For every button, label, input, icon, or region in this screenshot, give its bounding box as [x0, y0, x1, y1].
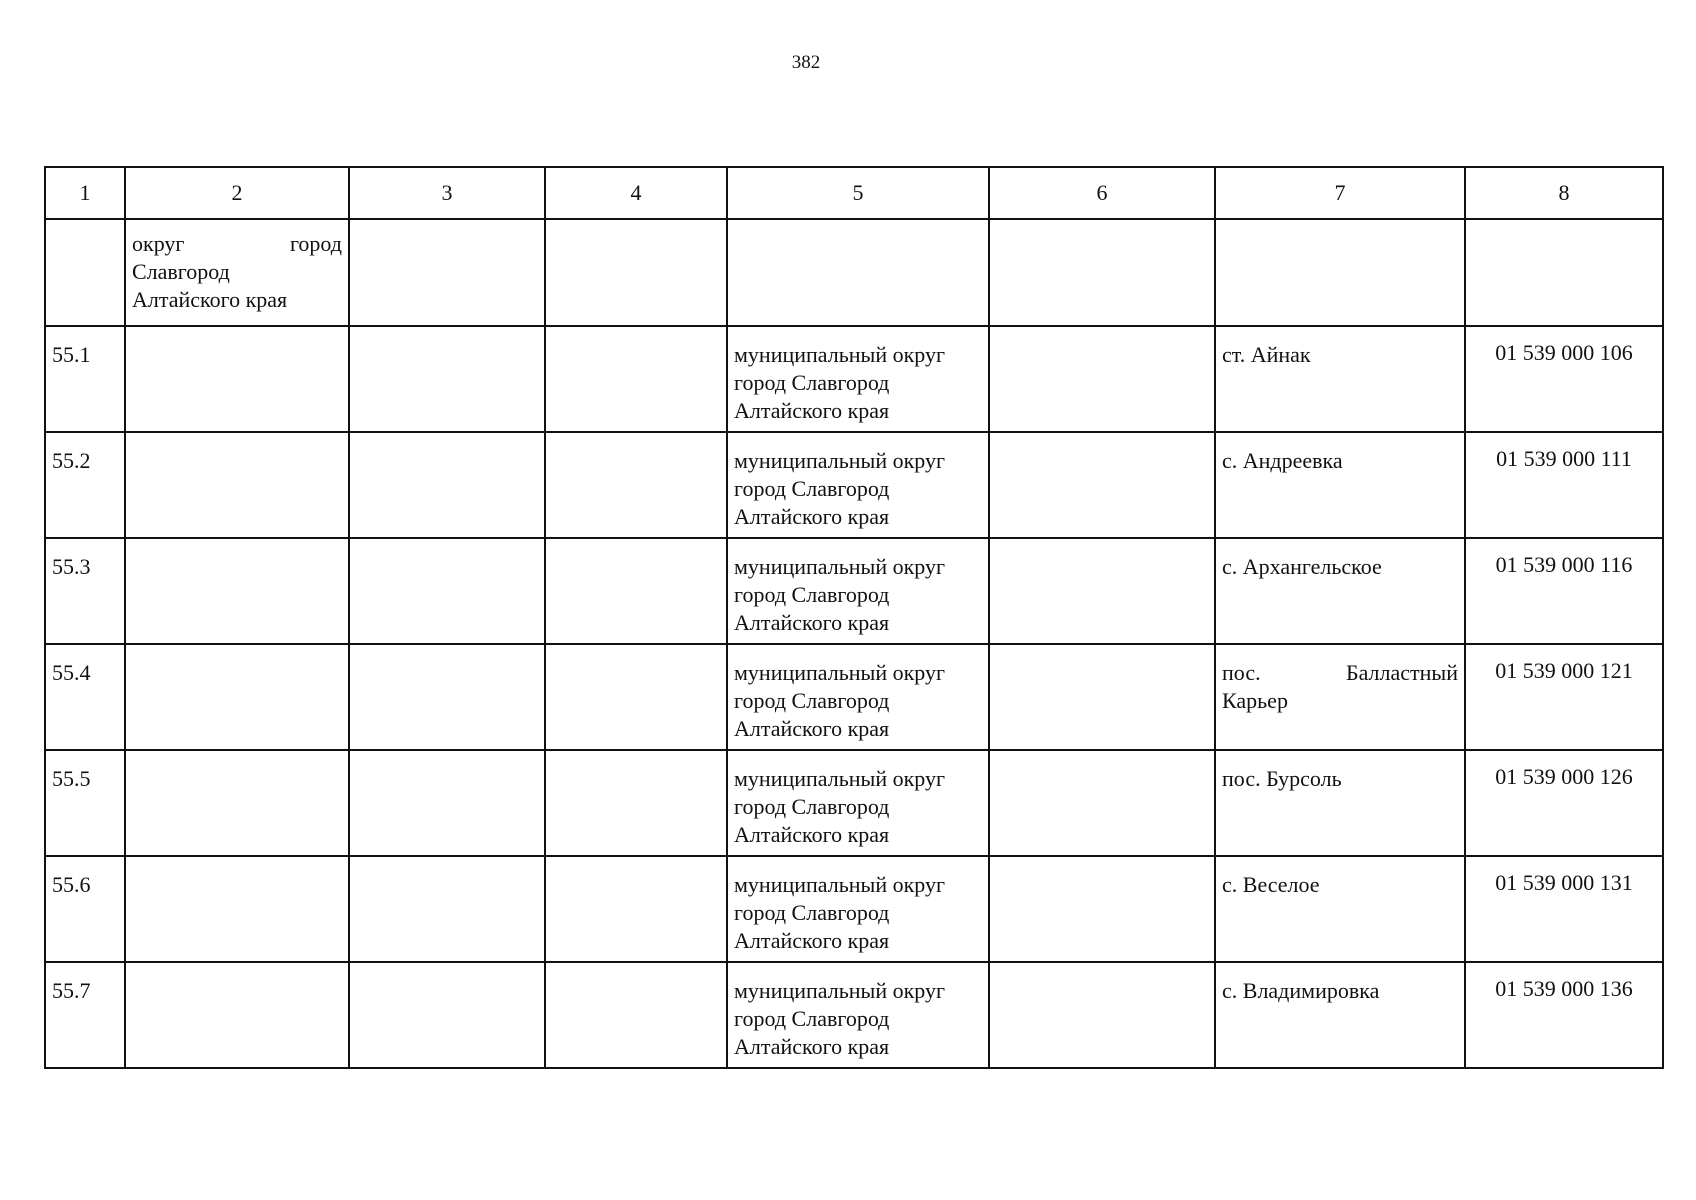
- cell-col6: [989, 326, 1215, 432]
- cell-col2: [125, 750, 349, 856]
- cell-col2: [125, 962, 349, 1068]
- municipality-word-2: город: [289, 231, 342, 256]
- cell-col4: [545, 219, 727, 326]
- registry-table: [44, 166, 1664, 1069]
- cell-number: 55.6: [45, 856, 125, 962]
- header-col-3: 3: [349, 167, 545, 219]
- cell-col5: [727, 219, 989, 326]
- cell-col3: [349, 644, 545, 750]
- table-row: [45, 219, 1663, 326]
- cell-place: с. Веселое: [1215, 856, 1465, 962]
- header-col-6: 6: [989, 167, 1215, 219]
- municipality-line-3: Алтайского края: [132, 287, 288, 312]
- cell-col3: [349, 219, 545, 326]
- cell-number: 55.2: [45, 432, 125, 538]
- cell-col3: [349, 750, 545, 856]
- cell-code: 01 539 000 131: [1465, 856, 1663, 962]
- cell-place: пос. Бурсоль: [1215, 750, 1465, 856]
- cell-col6: [989, 750, 1215, 856]
- cell-code: 01 539 000 121: [1465, 644, 1663, 750]
- cell-place: с. Андреевка: [1215, 432, 1465, 538]
- cell-col6: [989, 962, 1215, 1068]
- cell-number: 55.7: [45, 962, 125, 1068]
- header-col-2: 2: [125, 167, 349, 219]
- cell-col3: [349, 326, 545, 432]
- cell-col4: [545, 856, 727, 962]
- header-col-5: 5: [727, 167, 989, 219]
- cell-place: ст. Айнак: [1215, 326, 1465, 432]
- table-row: [45, 644, 1663, 750]
- cell-code: 01 539 000 116: [1465, 538, 1663, 644]
- cell-col6: [989, 538, 1215, 644]
- cell-number: 55.3: [45, 538, 125, 644]
- table-row: [45, 962, 1663, 1068]
- table-row: [45, 326, 1663, 432]
- table-row: [45, 750, 1663, 856]
- cell-col2: [125, 644, 349, 750]
- cell-district: муниципальный округ город Славгород Алтайского края: [727, 326, 989, 432]
- cell-district: муниципальный округ город Славгород Алтайского края: [727, 962, 989, 1068]
- cell-code: 01 539 000 126: [1465, 750, 1663, 856]
- cell-col3: [349, 962, 545, 1068]
- cell-district: муниципальный округ город Славгород Алтайского края: [727, 750, 989, 856]
- cell-col2: [125, 432, 349, 538]
- header-col-4: 4: [545, 167, 727, 219]
- municipality-line-2: Славгород: [132, 259, 230, 284]
- table-row: [45, 432, 1663, 538]
- cell-col2: [125, 538, 349, 644]
- cell-col4: [545, 750, 727, 856]
- cell-col3: [349, 538, 545, 644]
- cell-municipality: [125, 219, 349, 326]
- cell-col6: [989, 219, 1215, 326]
- cell-col6: [989, 856, 1215, 962]
- table-row: [45, 856, 1663, 962]
- cell-code: 01 539 000 136: [1465, 962, 1663, 1068]
- cell-place: с. Владимировка: [1215, 962, 1465, 1068]
- cell-district: муниципальный округ город Славгород Алтайского края: [727, 644, 989, 750]
- header-col-1: 1: [45, 167, 125, 219]
- cell-code: 01 539 000 106: [1465, 326, 1663, 432]
- cell-col6: [989, 432, 1215, 538]
- cell-number: 55.1: [45, 326, 125, 432]
- municipality-word-1: округ: [132, 231, 185, 256]
- cell-district: муниципальный округ город Славгород Алтайского края: [727, 856, 989, 962]
- cell-place: пос. Балластный Карьер: [1215, 644, 1465, 750]
- table-row: [45, 538, 1663, 644]
- cell-district: муниципальный округ город Славгород Алтайского края: [727, 432, 989, 538]
- cell-col3: [349, 432, 545, 538]
- header-row: [45, 167, 1663, 219]
- cell-number: 55.4: [45, 644, 125, 750]
- header-col-8: 8: [1465, 167, 1663, 219]
- cell-col4: [545, 644, 727, 750]
- header-col-7: 7: [1215, 167, 1465, 219]
- cell-col3: [349, 856, 545, 962]
- cell-number: 55.5: [45, 750, 125, 856]
- cell-col8: [1465, 219, 1663, 326]
- cell-district: муниципальный округ город Славгород Алтайского края: [727, 538, 989, 644]
- cell-col4: [545, 962, 727, 1068]
- cell-code: 01 539 000 111: [1465, 432, 1663, 538]
- cell-col4: [545, 432, 727, 538]
- cell-col2: [125, 326, 349, 432]
- cell-number: [45, 219, 125, 326]
- cell-col4: [545, 326, 727, 432]
- cell-col2: [125, 856, 349, 962]
- page-number: 382: [791, 52, 821, 73]
- cell-col4: [545, 538, 727, 644]
- cell-place: с. Архангельское: [1215, 538, 1465, 644]
- cell-col6: [989, 644, 1215, 750]
- cell-col7: [1215, 219, 1465, 326]
